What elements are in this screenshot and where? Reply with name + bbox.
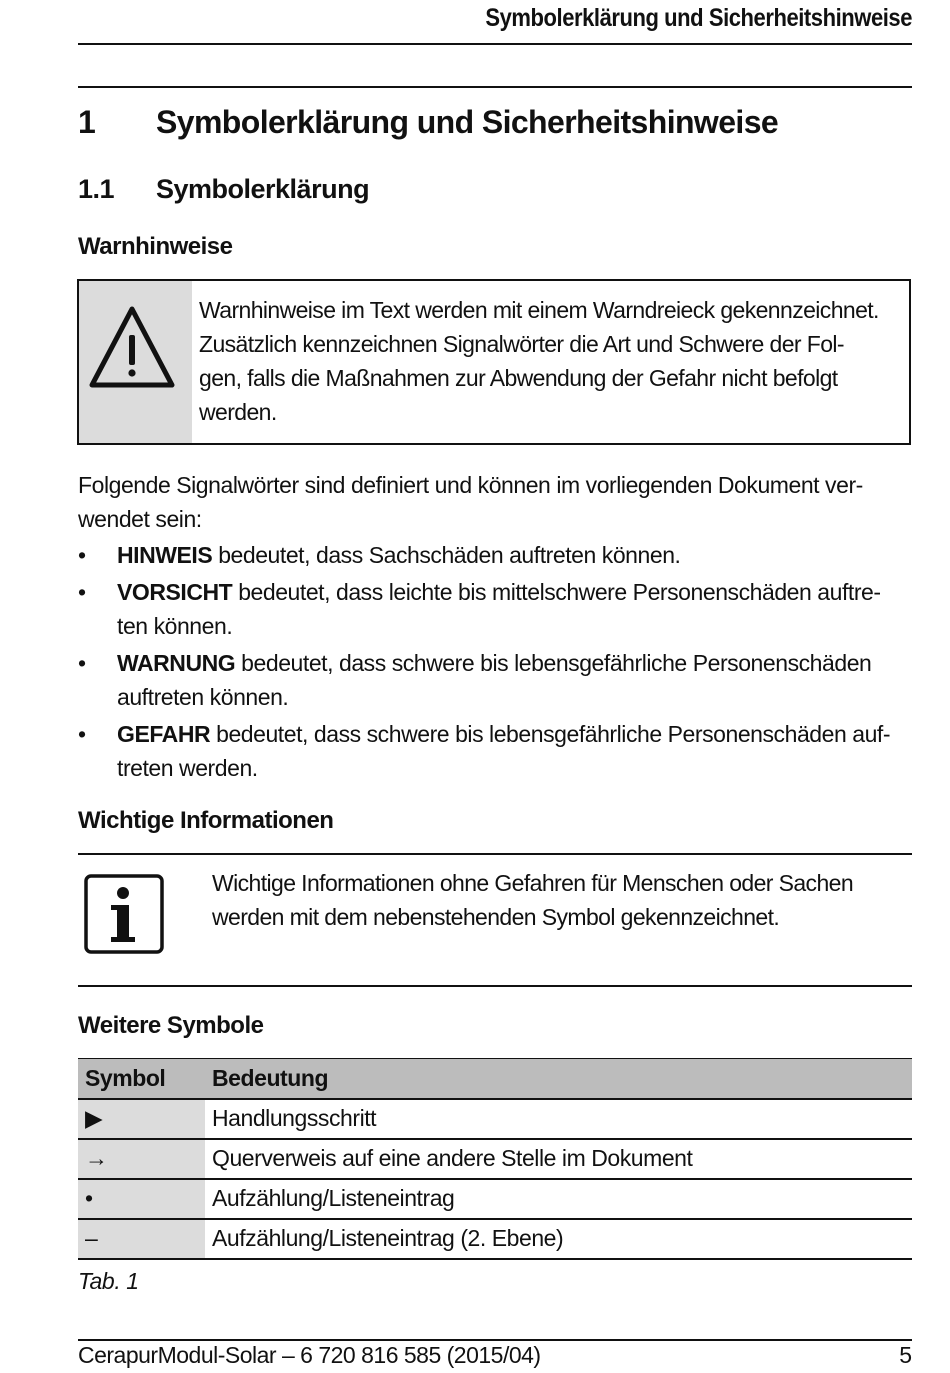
info-text <box>212 866 912 934</box>
bullet: • <box>78 579 86 605</box>
meaning-cell: Aufzählung/Listeneintrag <box>205 1179 912 1219</box>
bullet: • <box>78 721 86 747</box>
info-icon <box>84 874 164 954</box>
info-line: Wichtige Informationen ohne Gefahren für Menschen oder Sachen <box>212 870 854 896</box>
table-caption: Tab. 1 <box>78 1268 139 1294</box>
list-item <box>78 646 913 714</box>
chapter-number: 1 <box>78 104 96 140</box>
table-row <box>78 1099 912 1139</box>
footer-rule <box>78 1339 912 1341</box>
signal-word: WARNUNG <box>117 650 236 676</box>
warning-line: werden. <box>199 399 277 425</box>
table-header-row <box>78 1059 912 1099</box>
symbol-cell: → <box>78 1139 205 1179</box>
signal-intro-line: Folgende Signalwörter sind definiert und können im vorliegenden Dokument ver- <box>78 472 863 498</box>
warning-line: gen, falls die Maßnahmen zur Abwendung der Gefahr nicht befolgt <box>199 365 838 391</box>
running-header: Symbolerklärung und Sicherheitshinweise <box>485 4 912 32</box>
meaning-cell: Aufzählung/Listeneintrag (2. Ebene) <box>205 1219 912 1259</box>
section-heading <box>78 174 369 205</box>
warning-line: Warnhinweise im Text werden mit einem Warndreieck gekennzeichnet. <box>199 297 879 323</box>
signal-word-list <box>78 538 913 788</box>
meaning-cell: Querverweis auf eine andere Stelle im Dokument <box>205 1139 912 1179</box>
section-number: 1.1 <box>78 174 115 204</box>
signal-desc: bedeutet, dass Sachschäden auftreten können. <box>212 542 681 568</box>
symbol-cell: ▶ <box>78 1099 205 1139</box>
list-item <box>78 717 913 785</box>
info-top-rule <box>78 853 912 855</box>
signal-desc: bedeutet, dass leichte bis mittelschwere Personenschäden auftre- <box>232 579 881 605</box>
meaning-cell: Handlungsschritt <box>205 1099 912 1139</box>
page-number: 5 <box>899 1342 912 1368</box>
weitere-heading: Weitere Symbole <box>78 1012 264 1039</box>
warning-text <box>199 293 904 429</box>
footer-document-id: CerapurModul-Solar – 6 720 816 585 (2015/04) <box>78 1342 541 1368</box>
signal-word: HINWEIS <box>117 542 213 568</box>
signal-word: VORSICHT <box>117 579 233 605</box>
signal-desc-cont: ten können. <box>117 613 233 639</box>
chapter-rule <box>78 86 912 88</box>
table-row <box>78 1219 912 1259</box>
list-item <box>78 538 913 572</box>
signal-desc-cont: treten werden. <box>117 755 258 781</box>
column-header-symbol: Symbol <box>78 1059 205 1099</box>
warning-line: Zusätzlich kennzeichnen Signalwörter die Art und Schwere der Fol- <box>199 331 844 357</box>
signal-desc: bedeutet, dass schwere bis lebensgefährliche Personenschäden auf- <box>210 721 891 747</box>
warnhinweise-heading: Warnhinweise <box>78 233 233 260</box>
signal-intro <box>78 468 913 536</box>
header-rule <box>78 43 912 45</box>
table-row <box>78 1179 912 1219</box>
warning-triangle-icon <box>86 303 178 393</box>
symbol-cell: • <box>78 1179 205 1219</box>
warning-box <box>77 279 911 445</box>
signal-desc-cont: auftreten können. <box>117 684 289 710</box>
section-title: Symbolerklärung <box>156 174 370 204</box>
symbol-table <box>78 1058 912 1260</box>
chapter-title: Symbolerklärung und Sicherheitshinweise <box>156 104 779 140</box>
list-item <box>78 575 913 643</box>
signal-intro-line: wendet sein: <box>78 506 202 532</box>
warning-icon-cell <box>79 281 192 443</box>
info-line: werden mit dem nebenstehenden Symbol gekennzeichnet. <box>212 904 780 930</box>
info-bottom-rule <box>78 985 912 987</box>
column-header-meaning: Bedeutung <box>205 1059 912 1099</box>
table-row <box>78 1139 912 1179</box>
bullet: • <box>78 542 86 568</box>
symbol-cell: – <box>78 1219 205 1259</box>
signal-word: GEFAHR <box>117 721 211 747</box>
chapter-heading <box>78 104 778 141</box>
bullet: • <box>78 650 86 676</box>
wichtige-heading: Wichtige Informationen <box>78 807 334 834</box>
signal-desc: bedeutet, dass schwere bis lebensgefährliche Personenschäden <box>235 650 872 676</box>
